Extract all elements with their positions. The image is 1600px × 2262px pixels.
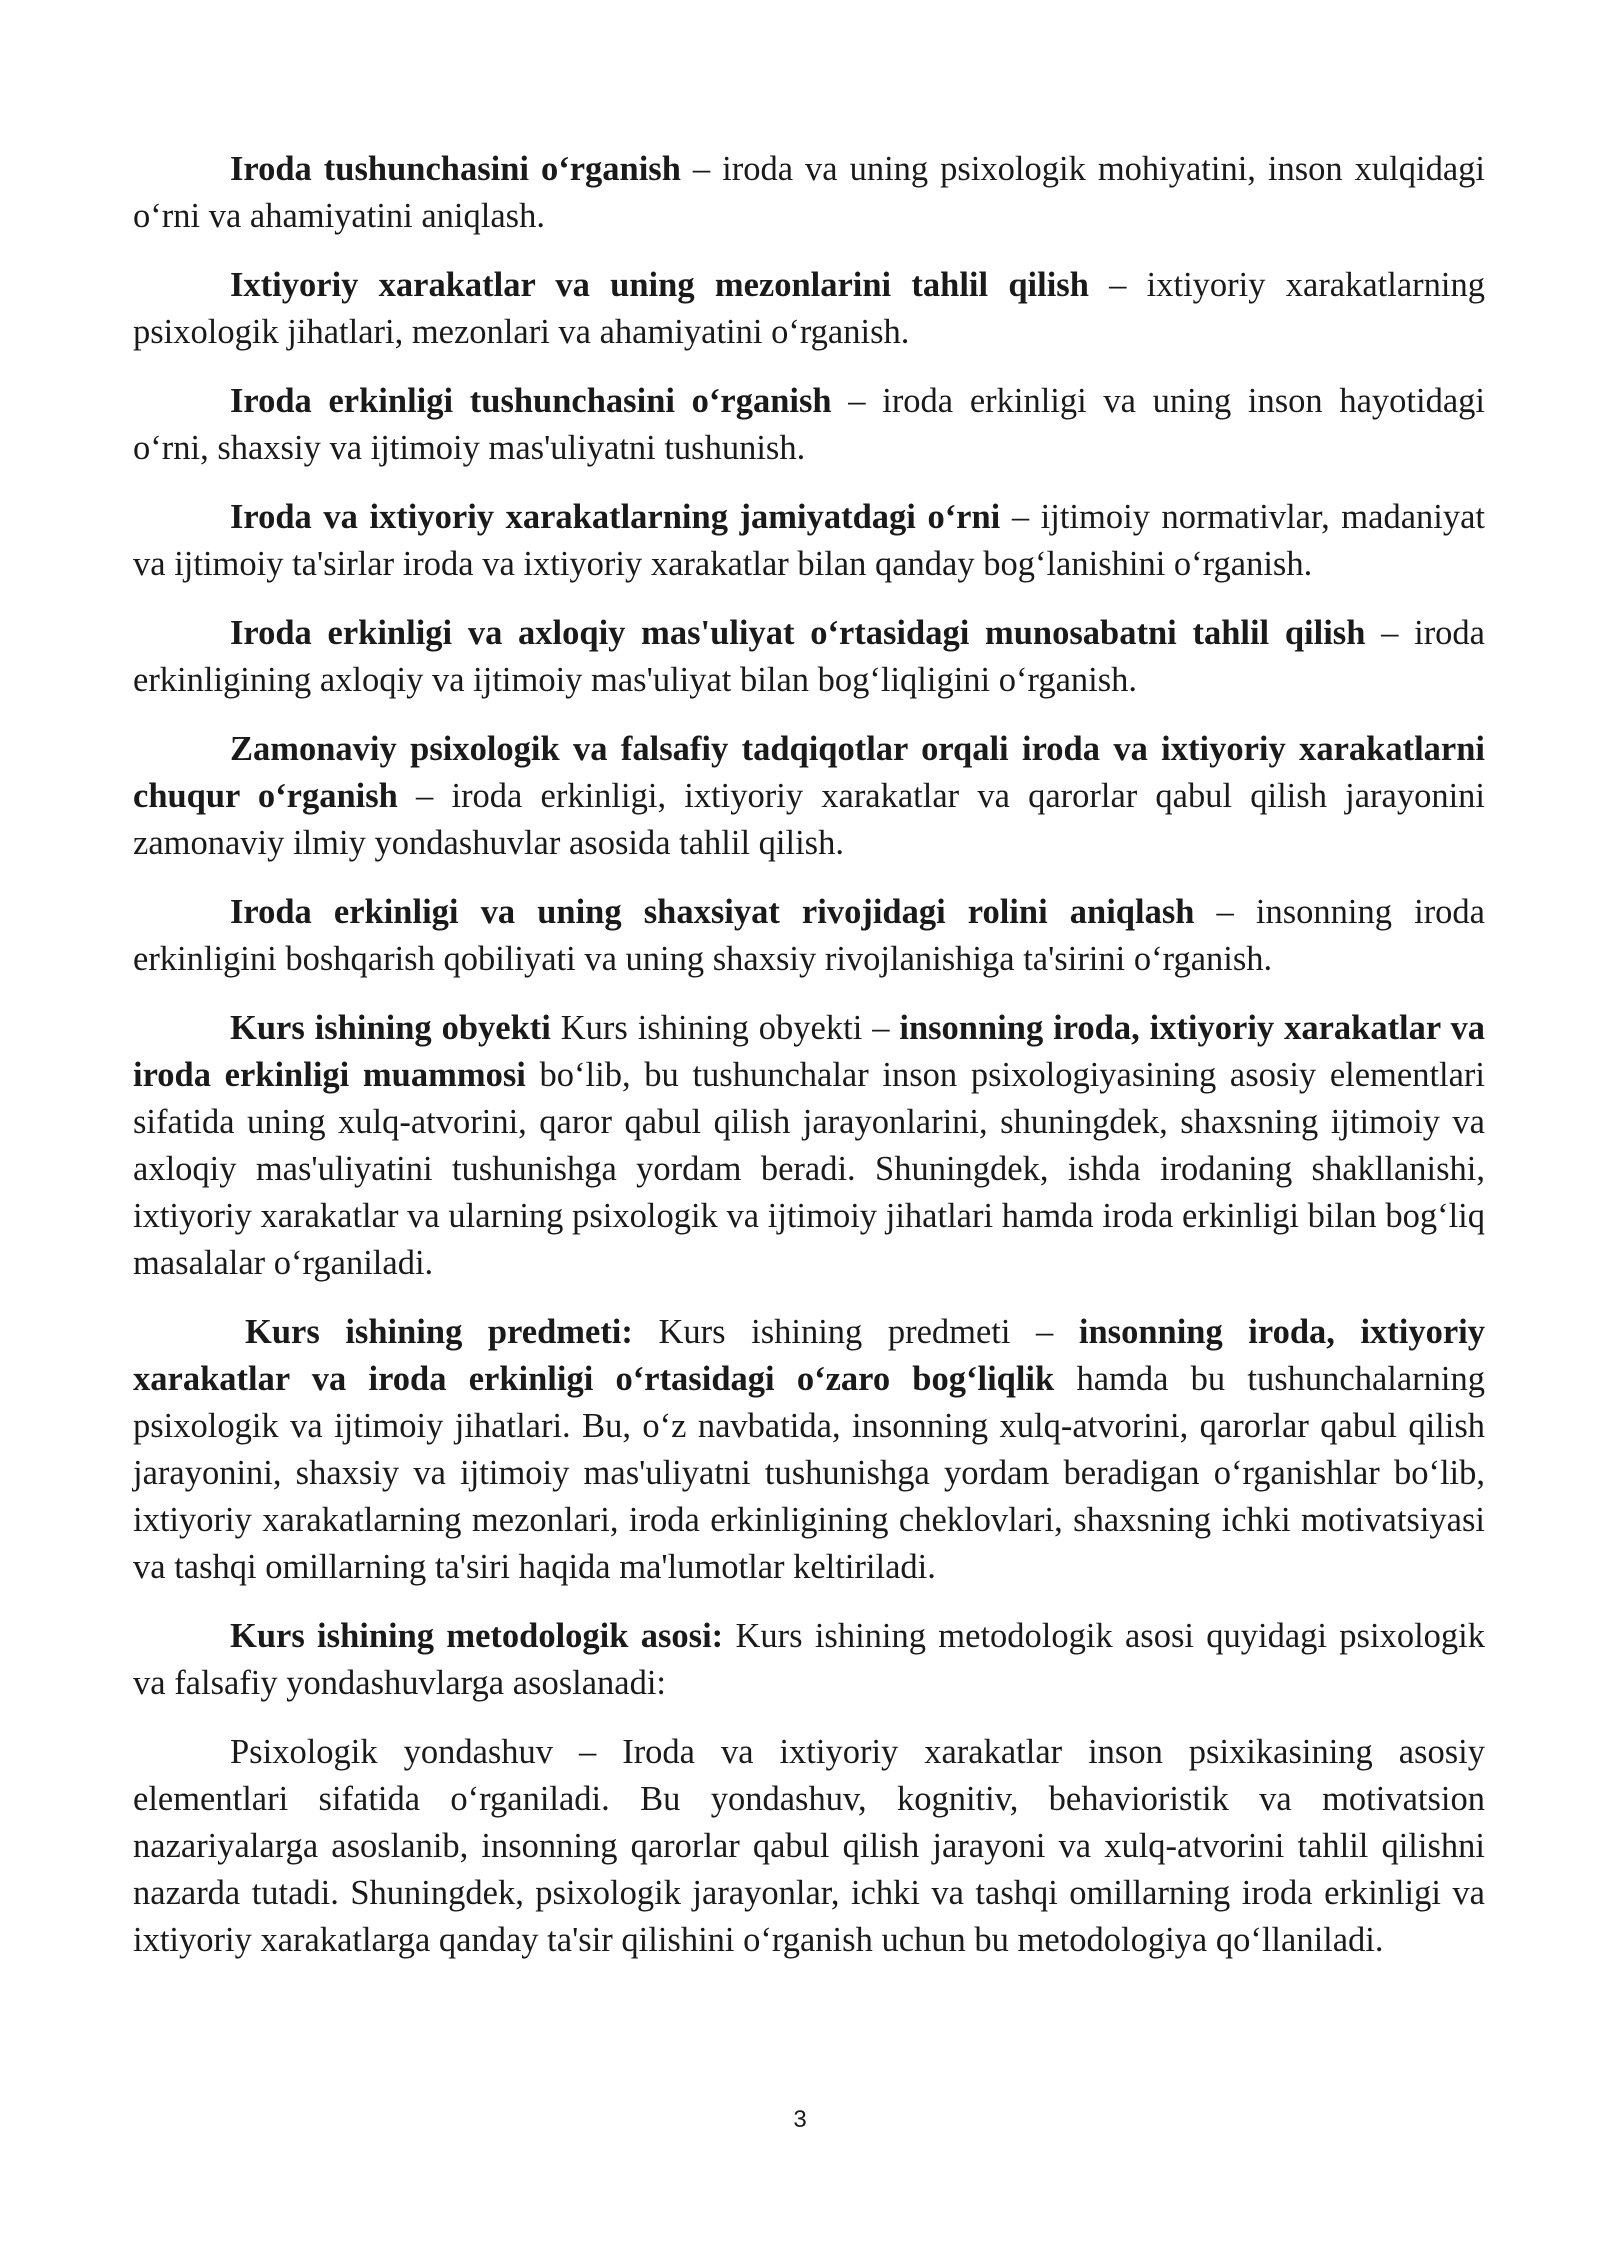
goal-heading-3: Iroda erkinligi tushunchasini o‘rganish	[230, 382, 832, 420]
document-page	[133, 146, 1485, 1986]
goal-paragraph-1	[133, 146, 1485, 240]
goal-heading-7: Iroda erkinligi va uning shaxsiyat rivojidagi rolini aniqlash	[230, 893, 1195, 931]
subject-paragraph	[133, 1309, 1485, 1591]
page-number: 3	[793, 2106, 807, 2133]
goal-text-4: – ijtimoiy normativlar, madaniyat va ijtimoiy ta'sirlar iroda va ixtiyoriy xarakatlar bilan qanday bog‘lanishini o‘rganish.	[133, 498, 1485, 583]
subject-lead: Kurs ishining predmeti –	[632, 1313, 1079, 1351]
goal-text-2: – ixtiyoriy xarakatlarning psixologik jihatlari, mezonlari va ahamiyatini o‘rganish.	[133, 266, 1485, 351]
subject-heading: Kurs ishining predmeti:	[245, 1313, 633, 1351]
goal-paragraph-4	[133, 494, 1485, 588]
subject-rest: hamda bu tushunchalarning psixologik va ijtimoiy jihatlari. Bu, o‘z navbatida, insonning xulq-atvorini, qarorlar qabul qilish jarayonini, shaxsiy va ijtimoiy mas'uliyatni tushunishga yordam beradigan o‘rganishlar bo‘lib, ixtiyoriy xarakatlarning mezonlari, iroda erkinligining cheklovlari, shaxsning ichki motivatsiyasi va tashqi omillarning ta'siri haqida ma'lumotlar keltiriladi.	[133, 1360, 1485, 1586]
goal-text-5: – iroda erkinligining axloqiy va ijtimoiy mas'uliyat bilan bog‘liqligini o‘rganish.	[133, 614, 1485, 699]
methodology-paragraph	[133, 1613, 1485, 1707]
goal-paragraph-3	[133, 378, 1485, 472]
object-bold-phrase: insonning iroda, ixtiyoriy xarakatlar va iroda erkinligi muammosi	[133, 1009, 1485, 1094]
object-paragraph	[133, 1005, 1485, 1287]
goal-text-1: – iroda va uning psixologik mohiyatini, inson xulqidagi o‘rni va ahamiyatini aniqlash.	[133, 150, 1485, 235]
goal-heading-5: Iroda erkinligi va axloqiy mas'uliyat o‘rtasidagi munosabatni tahlil qilish	[230, 614, 1366, 652]
goal-heading-6: Zamonaviy psixologik va falsafiy tadqiqotlar orqali iroda va ixtiyoriy xarakatlarni chuqur o‘rganish	[133, 730, 1485, 815]
goal-paragraph-6	[133, 726, 1485, 867]
psychological-approach-paragraph	[133, 1729, 1485, 1964]
goal-heading-1: Iroda tushunchasini o‘rganish	[230, 150, 681, 188]
goal-text-3: – iroda erkinligi va uning inson hayotidagi o‘rni, shaxsiy va ijtimoiy mas'uliyatni tushunish.	[133, 382, 1486, 467]
object-rest: bo‘lib, bu tushunchalar inson psixologiyasining asosiy elementlari sifatida uning xulq-atvorini, qaror qabul qilish jarayonlarini, shuningdek, shaxsning ijtimoiy va axloqiy mas'uliyatini tushunishga yordam beradi. Shuningdek, ishda irodaning shakllanishi, ixtiyoriy xarakatlar va ularning psixologik va ijtimoiy jihatlari hamda iroda erkinligi bilan bog‘liq masalalar o‘rganiladi.	[133, 1056, 1486, 1282]
goal-paragraph-7	[133, 889, 1485, 983]
psychological-approach-text: Psixologik yondashuv – Iroda va ixtiyoriy xarakatlar inson psixikasining asosiy elementlari sifatida o‘rganiladi. Bu yondashuv, kognitiv, behavioristik va motivatsion nazariyalarga asoslanib, insonning qarorlar qabul qilish jarayoni va xulq-atvorini tahlil qilishni nazarda tutadi. Shuningdek, psixologik jarayonlar, ichki va tashqi omillarning iroda erkinligi va ixtiyoriy xarakatlarga qanday ta'sir qilishini o‘rganish uchun bu metodologiya qo‘llaniladi.	[133, 1733, 1485, 1959]
object-lead: Kurs ishining obyekti –	[550, 1009, 900, 1047]
methodology-heading: Kurs ishining metodologik asosi:	[230, 1617, 724, 1655]
goal-paragraph-5	[133, 610, 1485, 704]
subject-bold-phrase: insonning iroda, ixtiyoriy xarakatlar va iroda erkinligi o‘rtasidagi o‘zaro bog‘liqlik	[133, 1313, 1485, 1398]
goal-text-7: – insonning iroda erkinligini boshqarish qobiliyati va uning shaxsiy rivojlanishiga ta'sirini o‘rganish.	[133, 893, 1485, 978]
goal-paragraph-2	[133, 262, 1485, 356]
methodology-rest: Kurs ishining metodologik asosi quyidagi psixologik va falsafiy yondashuvlarga asoslanadi:	[133, 1617, 1485, 1702]
goal-heading-4: Iroda va ixtiyoriy xarakatlarning jamiyatdagi o‘rni	[230, 498, 1001, 536]
goal-text-6: – iroda erkinligi, ixtiyoriy xarakatlar va qarorlar qabul qilish jarayonini zamonaviy ilmiy yondashuvlar asosida tahlil qilish.	[133, 777, 1485, 862]
object-heading: Kurs ishining obyekti	[230, 1009, 551, 1047]
goal-heading-2: Ixtiyoriy xarakatlar va uning mezonlarini tahlil qilish	[230, 266, 1089, 304]
